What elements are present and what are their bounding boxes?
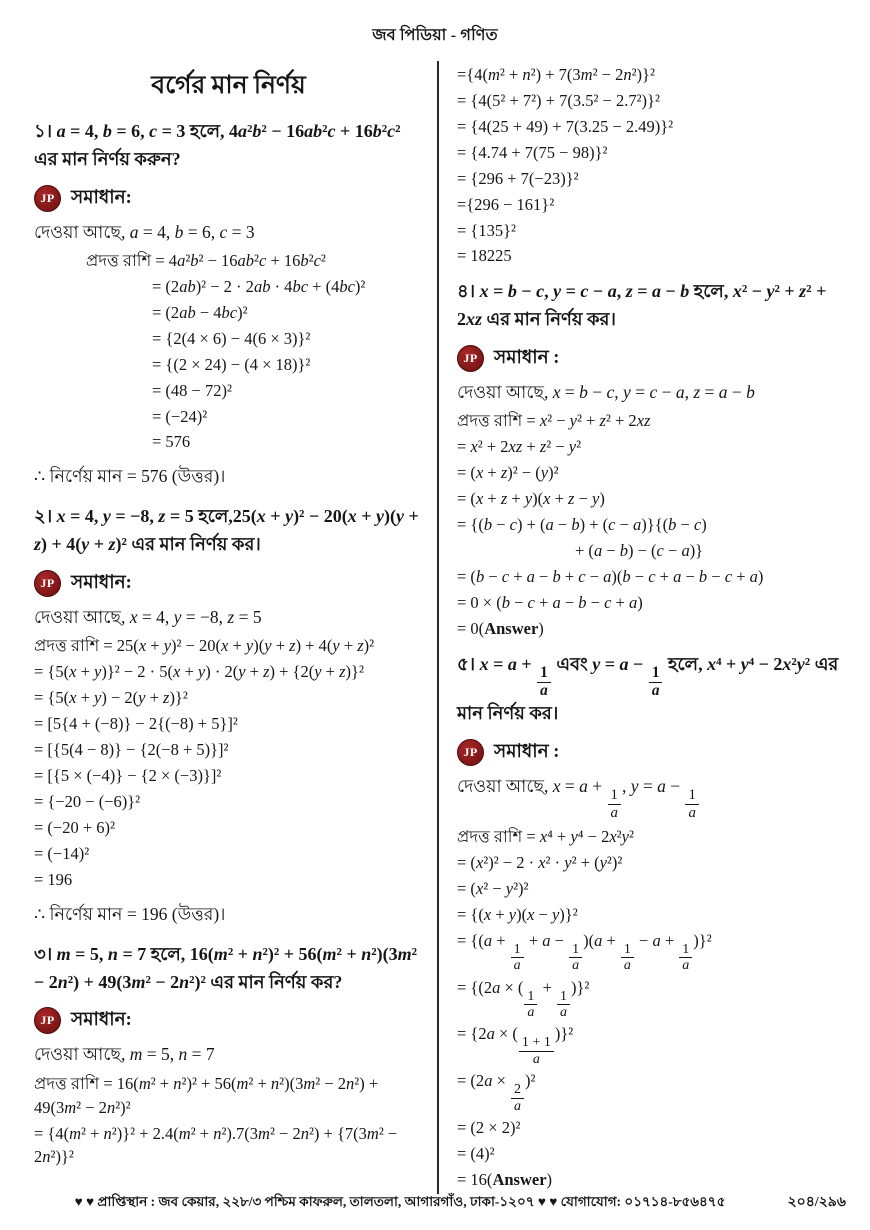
jp-logo-icon: JP bbox=[457, 739, 484, 766]
equation-line: প্রদত্ত রাশি = 25(x + y)² − 20(x + y)(y + z) + 4(y + z)² bbox=[34, 636, 375, 656]
equation-line: ={296 − 161}² bbox=[457, 194, 555, 214]
equation-line: = [5{4 + (−8)} − 2{(−8) + 5}]² bbox=[34, 714, 238, 734]
fraction: $\frac{1}{a}$ bbox=[649, 665, 663, 700]
equation-line: = 0(Answer) bbox=[457, 618, 544, 638]
fraction: $\frac{1}{a}$ bbox=[621, 942, 634, 974]
header-title: জব পিডিয়া - গণিত bbox=[372, 27, 498, 44]
equation-line: = (x + z + y)(x + z − y) bbox=[457, 489, 605, 509]
equation-line: = x² + 2xz + z² − y² bbox=[457, 437, 582, 457]
result-line: ∴ নির্ণেয় মান = 196 (উত্তর)। bbox=[34, 903, 226, 924]
fraction: $\frac{1}{a}$ bbox=[557, 989, 570, 1021]
solution-header bbox=[457, 343, 844, 374]
content-columns bbox=[34, 61, 844, 1194]
equation-line: = {2(4 × 6) − 4(6 × 3)}² bbox=[152, 328, 311, 348]
solution-header bbox=[34, 183, 423, 214]
equation-line: = (x + z)² − (y)² bbox=[457, 463, 559, 483]
equation-line: = [{5(4 − 8)} − {2(−8 + 5)}]² bbox=[34, 740, 229, 760]
solution-label: সমাধান : bbox=[494, 741, 560, 762]
jp-logo-icon: JP bbox=[34, 570, 61, 597]
solution-label: সমাধান: bbox=[71, 573, 132, 594]
solution-header bbox=[457, 737, 844, 768]
solution-header bbox=[34, 568, 423, 599]
footer-info: ♥ ♥ প্রাপ্তিস্থান : জব কেয়ার, ২২৮/৩ পশ্চিম কাফরুল, তালতলা, আগারগাঁও, ঢাকা-১২০৭ ♥ ♥ যোগাযোগ: ০১৭১৪-৮৫৬৪৭৫ bbox=[74, 1194, 726, 1209]
result-line: ∴ নির্ণেয় মান = 576 (উত্তর)। bbox=[34, 466, 226, 487]
problem-statement: ৪। x = b − c, y = c − a, z = a − b হলে, x² − y² + z² + 2xz এর মান নির্ণয় কর। bbox=[457, 281, 827, 330]
equation-line: = {(2a × ( $\frac{1}{a}$ + $\frac{1}{a}$ )}² bbox=[457, 977, 590, 1020]
equation-line: = (x²)² − 2 · x² · y² + (y²)² bbox=[457, 852, 623, 872]
jp-logo-icon: JP bbox=[34, 185, 61, 212]
equation-line: = {5(x + y)}² − 2 · 5(x + y) · 2(y + z) + {2(y + z)}² bbox=[34, 662, 364, 682]
equation-line: = (b − c + a − b + c − a)(b − c + a − b − c + a) bbox=[457, 566, 764, 586]
equation-line: = {4(5² + 7²) + 7(3.5² − 2.7²)}² bbox=[457, 90, 660, 110]
equation-line: = [{5 × (−4)} − {2 × (−3)}]² bbox=[34, 766, 222, 786]
equation-line: = {296 + 7(−23)}² bbox=[457, 168, 579, 188]
equation-line: = (48 − 72)² bbox=[152, 380, 232, 400]
fraction: $\frac{1}{a}$ bbox=[569, 942, 582, 974]
equation-line: = (4)² bbox=[457, 1144, 495, 1163]
given-line: দেওয়া আছে, a = 4, b = 6, c = 3 bbox=[34, 221, 255, 242]
given-line: দেওয়া আছে, x = 4, y = −8, z = 5 bbox=[34, 607, 262, 628]
section-title: বর্গের মান নির্ণয় bbox=[151, 72, 306, 99]
equation-line: প্রদত্ত রাশি = 4a²b² − 16ab²c + 16b²c² bbox=[86, 251, 326, 271]
equation-line: = {5(x + y) − 2(y + z)}² bbox=[34, 688, 188, 708]
fraction: $\frac{1}{a}$ bbox=[511, 942, 524, 974]
fraction: $\frac{1}{a}$ bbox=[524, 989, 537, 1021]
fraction: $\frac{2}{a}$ bbox=[511, 1082, 524, 1114]
equation-line: = {(b − c) + (a − b) + (c − a)}{(b − c) bbox=[457, 515, 707, 535]
equation-line: = {135}² bbox=[457, 220, 516, 240]
page-header bbox=[0, 0, 870, 49]
given-line: দেওয়া আছে, x = a + $\frac{1}{a}$ , y = a − $\frac{1}{a}$ bbox=[457, 773, 844, 821]
equation-line: = 576 bbox=[152, 432, 191, 452]
equation-line: প্রদত্ত রাশি = 16(m² + n²)² + 56(m² + n²)(3m² − 2n²) + 49(3m² − 2n²)² bbox=[34, 1073, 379, 1117]
equation-line: = (x² − y²)² bbox=[457, 878, 529, 898]
equation-line: = 16(Answer) bbox=[457, 1169, 553, 1189]
equation-line: = 0 × (b − c + a − b − c + a) bbox=[457, 592, 643, 612]
problem-statement: ২। x = 4, y = −8, z = 5 হলে,25(x + y)² − 20(x + y)(y + z) + 4(y + z)² এর মান নির্ণয় কর। bbox=[34, 506, 419, 555]
equation-line: = {4(25 + 49) + 7(3.25 − 2.49)}² bbox=[457, 116, 674, 136]
fraction: $\frac{1}{a}$ bbox=[679, 942, 692, 974]
equation-line: = 196 bbox=[34, 869, 73, 889]
given-line: দেওয়া আছে, m = 5, n = 7 bbox=[34, 1044, 215, 1065]
equation-line: = {−20 − (−6)}² bbox=[34, 791, 141, 811]
equation-line: = {(2 × 24) − (4 × 18)}² bbox=[152, 354, 311, 374]
equation-line: = {2a × ( $\frac{1 + 1}{a}$ )}² bbox=[457, 1024, 574, 1067]
fraction: $\frac{1}{a}$ bbox=[685, 787, 698, 821]
column-left bbox=[34, 61, 437, 1194]
solution-header bbox=[34, 1005, 423, 1036]
jp-logo-icon: JP bbox=[34, 1007, 61, 1034]
problem-statement: ৩। m = 5, n = 7 হলে, 16(m² + n²)² + 56(m² + n²)(3m² − 2n²) + 49(3m² − 2n²)² এর মান নির্ণয় কর? bbox=[34, 943, 418, 992]
equation-line: = (−20 + 6)² bbox=[34, 817, 115, 837]
equation-line: = (−14)² bbox=[34, 843, 90, 863]
fraction: $\frac{1}{a}$ bbox=[608, 787, 621, 821]
equation-line: ={4(m² + n²) + 7(3m² − 2n²)}² bbox=[457, 65, 655, 84]
equation-line: = (−24)² bbox=[152, 406, 208, 426]
fraction: $\frac{1 + 1}{a}$ bbox=[519, 1035, 554, 1067]
jp-logo-icon: JP bbox=[457, 345, 484, 372]
given-line: দেওয়া আছে, x = b − c, y = c − a, z = a − b bbox=[457, 382, 755, 403]
equation-line: প্রদত্ত রাশি = x² − y² + z² + 2xz bbox=[457, 411, 651, 431]
solution-label: সমাধান : bbox=[494, 348, 560, 369]
footer-page-number: ২০৪/২৯৬ bbox=[787, 1195, 846, 1210]
equation-line: = (2 × 2)² bbox=[457, 1118, 521, 1138]
equation-line: + (a − b) − (c − a)} bbox=[575, 541, 704, 561]
problem-statement: ১। a = 4, b = 6, c = 3 হলে, 4a²b² − 16ab²c + 16b²c² এর মান নির্ণয় করুন? bbox=[34, 121, 401, 169]
solution-label: সমাধান: bbox=[71, 1010, 132, 1031]
equation-line: = (2a × $\frac{2}{a}$ )² bbox=[457, 1071, 536, 1114]
equation-line: = {4(m² + n²)}² + 2.4(m² + n²).7(3m² − 2n²) + {7(3m² − 2n²)}² bbox=[34, 1123, 398, 1167]
equation-line: প্রদত্ত রাশি = x⁴ + y⁴ − 2x²y² bbox=[457, 827, 634, 847]
problem-statement: ৫। x = a + $\frac{1}{a}$ এবং y = a − $\frac{1}{a}$ হলে, x⁴ + y⁴ − 2x²y² এর মান নির্ণয় কর। bbox=[457, 653, 839, 723]
fraction: $\frac{1}{a}$ bbox=[537, 665, 551, 700]
equation-line: = 18225 bbox=[457, 246, 512, 266]
equation-line: = {(a + $\frac{1}{a}$ + a − $\frac{1}{a}$ )(a + $\frac{1}{a}$ − a + $\frac{1}{a}$ )}² bbox=[457, 930, 712, 974]
equation-line: = {4.74 + 7(75 − 98)}² bbox=[457, 142, 608, 162]
equation-line: = (2ab)² − 2 · 2ab · 4bc + (4bc)² bbox=[152, 276, 366, 296]
column-right bbox=[437, 61, 844, 1194]
solution-label: সমাধান: bbox=[71, 187, 132, 208]
equation-line: = (2ab − 4bc)² bbox=[152, 302, 248, 322]
equation-line: = {(x + y)(x − y)}² bbox=[457, 904, 578, 924]
